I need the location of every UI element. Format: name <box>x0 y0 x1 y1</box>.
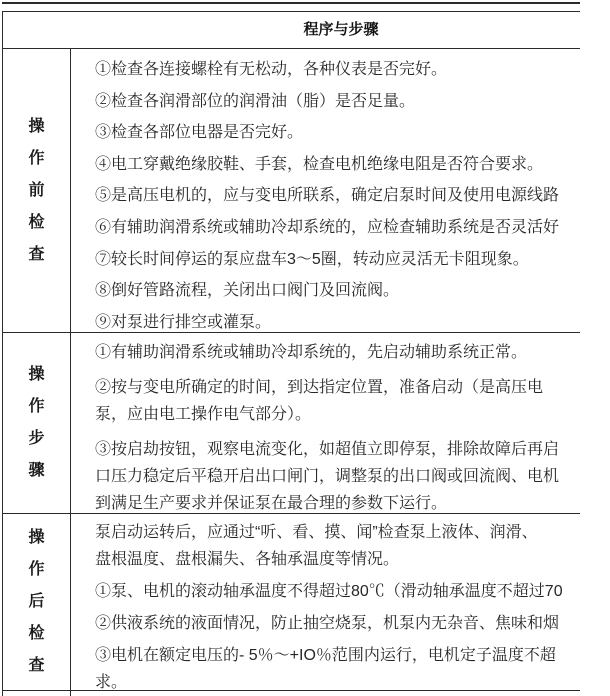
section-post-operation-check <box>3 514 580 691</box>
section-content <box>71 514 580 690</box>
procedure-line: ③检查各部位电器是否完好。 <box>95 124 304 142</box>
section-label-cell <box>3 514 71 690</box>
procedure-line: ①泵、电机的滚动轴承温度不得超过80℃（滑动轴承温度不超过70 <box>95 583 563 600</box>
section-label-cell <box>3 333 71 513</box>
procedure-line: 泵，应由电工操作电气部分）。 <box>95 406 312 423</box>
previous-row-bottom-border <box>2 2 580 4</box>
section-label-cell <box>3 49 71 332</box>
procedure-line: ⑥有辅助润滑系统或辅助冷却系统的，应检查辅助系统是否灵活好 <box>95 218 560 236</box>
section-label-steps: 操作步骤 <box>28 366 45 479</box>
section-label-pre-check: 操作前检查 <box>28 117 45 263</box>
procedure-line: ②检查各润滑部位的润滑油（脂）是否足量。 <box>95 92 416 110</box>
procedure-line: 泵启动运转后，应通过“听、看、摸、闻”检查泵上液体、润滑、 <box>95 524 538 541</box>
procedure-line: ②按与变电所确定的时间，到达指定位置，准备启动（是高压电 <box>95 379 544 396</box>
procedure-line: ①有辅助润滑系统或辅助冷却系统的，先启动辅助系统正常。 <box>95 344 528 361</box>
section-content <box>71 49 580 332</box>
procedure-line: ⑦较长时间停运的泵应盘车3～5圈，转动应灵活无卡阻现象。 <box>95 250 529 268</box>
procedure-line: ⑤是高压电机的，应与变电所联系，确定启泵时间及使用电源线路 <box>95 187 560 205</box>
procedure-line: 盘根温度、盘根漏失、各轴承温度等情况。 <box>95 551 400 568</box>
section-operation-steps <box>3 333 580 514</box>
procedure-line: ④电工穿戴绝缘胶鞋、手套，检查电机绝缘电阻是否符合要求。 <box>95 155 544 173</box>
procedure-line: 口压力稳定后平稳开启出口闸门，调整泵的出口阀或回流阀、电机 <box>95 468 560 485</box>
procedure-line: ③电机在额定电压的- 5％～+IO％范围内运行，电机定子温度不超 <box>95 647 556 664</box>
procedure-line: 求。 <box>95 674 128 691</box>
section-label-post-check: 操作后检查 <box>28 529 45 674</box>
procedure-line: ③按启劫按钮，观察电流变化，如超值立即停泵，排除故障后再启 <box>95 441 560 458</box>
section-content <box>71 333 580 513</box>
table-header-row <box>3 12 580 49</box>
procedure-line: ⑨对泵进行排空或灌泵。 <box>95 313 272 331</box>
next-row-label-cell <box>3 691 71 696</box>
table-title: 程序与步骤 <box>303 21 379 38</box>
procedure-line: ①检查各连接螺栓有无松动，各种仪表是否完好。 <box>95 61 448 78</box>
procedure-line: ⑧倒好管路流程，关闭出口阀门及回流阀。 <box>95 282 400 300</box>
procedure-line: ②供液系统的液面情况，防止抽空烧泵，机泵内无杂音、焦味和烟 <box>95 615 560 632</box>
section-pre-operation-check <box>3 49 580 333</box>
procedure-line: 到满足生产要求并保证泵在最合理的参数下运行。 <box>95 495 448 512</box>
procedure-table <box>2 11 580 696</box>
